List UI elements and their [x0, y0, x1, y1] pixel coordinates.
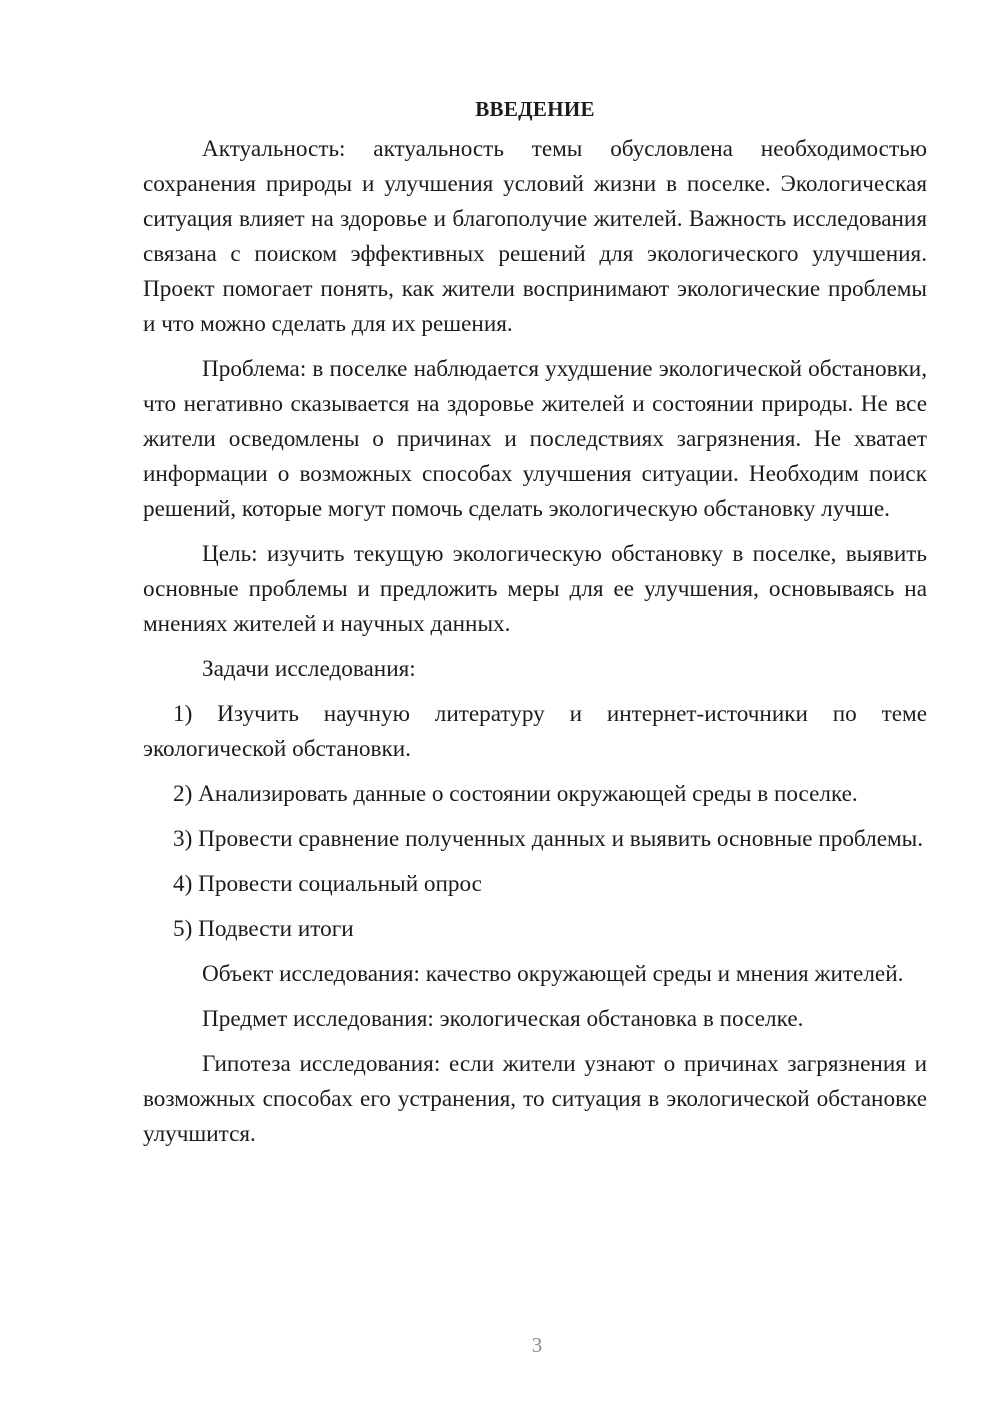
page-content — [143, 92, 927, 1162]
tasks-heading: Задачи исследования: — [202, 656, 416, 682]
task-item-2: 2) Анализировать данные о состоянии окружающей среды в поселке. — [173, 781, 858, 807]
task-item-1: 1) Изучить научную литературу и интернет-источники по теме экологической обстановки. — [143, 701, 927, 762]
relevance-paragraph: Актуальность: актуальность темы обусловлена необходимостью сохранения природы и улучшения условий жизни в поселке. Экологическая ситуация влияет на здоровье и благополучие жителей. Важность исследования связана с поиском эффективных решений для экологического улучшения. Проект помогает понять, как жители воспринимают экологические проблемы и что можно сделать для их решения. — [143, 136, 927, 337]
problem-paragraph: Проблема: в поселке наблюдается ухудшение экологической обстановки, что негативно сказывается на здоровье жителей и состоянии природы. Не все жители осведомлены о причинах и последствиях загрязнения. Не хватает информации о возможных способах улучшения ситуации. Необходим поиск решений, которые могут помочь сделать экологическую обстановку лучше. — [143, 356, 927, 522]
section-title: ВВЕДЕНИЕ — [475, 97, 595, 121]
page-number: 3 — [531, 1333, 543, 1357]
object-paragraph: Объект исследования: качество окружающей среды и мнения жителей. — [202, 961, 904, 987]
goal-paragraph: Цель: изучить текущую экологическую обстановку в поселке, выявить основные проблемы и предложить меры для ее улучшения, основываясь на мнениях жителей и научных данных. — [143, 541, 927, 637]
task-item-5: 5) Подвести итоги — [173, 916, 354, 942]
hypothesis-paragraph: Гипотеза исследования: если жители узнают о причинах загрязнения и возможных способах его устранения, то ситуация в экологической обстановке улучшится. — [143, 1051, 927, 1147]
subject-paragraph: Предмет исследования: экологическая обстановка в поселке. — [202, 1006, 804, 1032]
task-item-3: 3) Провести сравнение полученных данных и выявить основные проблемы. — [173, 826, 924, 852]
task-item-4: 4) Провести социальный опрос — [173, 871, 482, 897]
